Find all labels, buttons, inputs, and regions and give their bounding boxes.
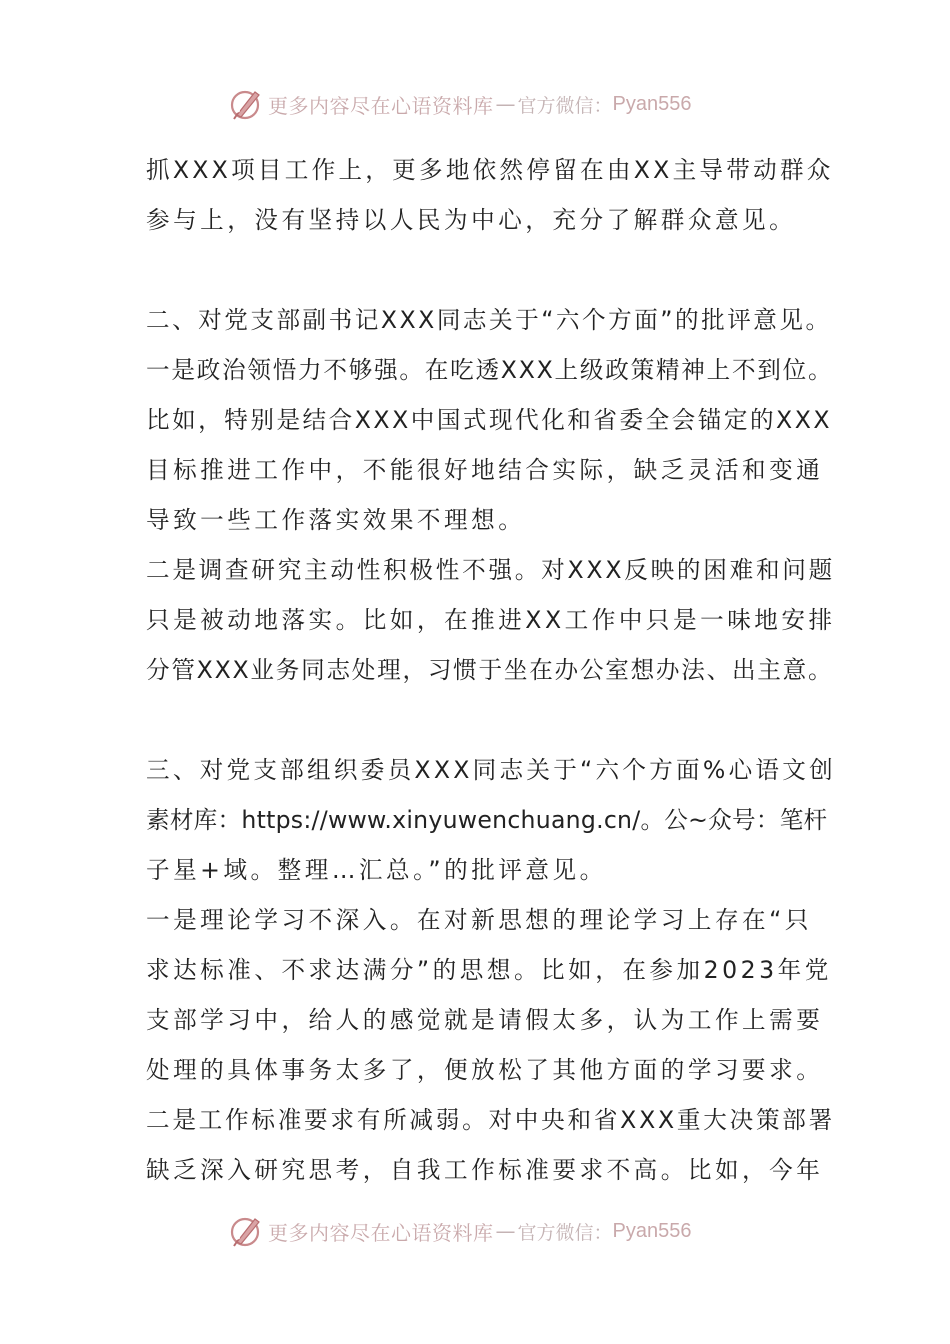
paragraph [146, 545, 836, 695]
text-line: 缺乏深入研究思考，自我工作标准要求不高。比如，今年 [146, 1156, 824, 1184]
text-line: 一是理论学习不深入。在对新思想的理论学习上存在“只 [146, 906, 812, 934]
quill-logo-icon [228, 86, 264, 122]
text-line: 子星+域。整理…汇总。”的批评意见。 [146, 856, 607, 884]
watermark-text: 更多内容尽在心语资料库 [268, 1220, 494, 1245]
section-heading [146, 745, 836, 895]
paragraph-gap [146, 245, 826, 295]
text-line: 二是调查研究主动性积极性不强。对XXX反映的困难和问题 [146, 556, 835, 584]
text-line: 支部学习中，给人的感觉就是请假太多，认为工作上需要 [146, 1006, 824, 1034]
watermark-banner-top [228, 84, 691, 124]
text-line: 参与上，没有坚持以人民为中心，充分了解群众意见。 [146, 206, 797, 234]
section-heading [146, 295, 832, 345]
watermark-dash: — [495, 1219, 516, 1243]
watermark-label: 官方微信： [517, 1221, 613, 1244]
paragraph [146, 895, 832, 1095]
watermark-dash: — [495, 92, 516, 116]
text-line: 导致一些工作落实效果不理想。 [146, 506, 526, 534]
watermark-banner-bottom [228, 1211, 691, 1251]
text-line: 求达标准、不求达满分”的思想。比如，在参加2023年党 [146, 956, 832, 984]
watermark-text: 更多内容尽在心语资料库 [268, 93, 494, 118]
paragraph-gap [146, 695, 826, 745]
text-line: 三、对党支部组织委员XXX同志关于“六个方面%心语文创 [146, 756, 836, 784]
watermark-wechat-id: Pyan556 [612, 92, 692, 115]
text-line: 素材库：https://www.xinyuwenchuang.cn/。公~众号：笔杆 [146, 806, 828, 834]
watermark-wechat-id: Pyan556 [612, 1219, 692, 1242]
text-line: 目标推进工作中，不能很好地结合实际，缺乏灵活和变通 [146, 456, 824, 484]
text-line: 二、对党支部副书记XXX同志关于“六个方面”的批评意见。 [146, 306, 832, 334]
text-line: 处理的具体事务太多了，便放松了其他方面的学习要求。 [146, 1056, 824, 1084]
text-line: 只是被动地落实。比如，在推进XX工作中只是一味地安排 [146, 606, 836, 634]
document-body [146, 145, 836, 1195]
text-line: 抓XXX项目工作上，更多地依然停留在由XX主导带动群众 [146, 156, 834, 184]
watermark-label: 官方微信： [517, 94, 613, 117]
paragraph [146, 345, 834, 545]
paragraph [146, 145, 834, 245]
text-line: 分管XXX业务同志处理，习惯于坐在办公室想办法、出主意。 [146, 656, 834, 684]
text-line: 一是政治领悟力不够强。在吃透XXX上级政策精神上不到位。 [146, 356, 834, 384]
quill-logo-icon [228, 1213, 264, 1249]
text-line: 二是工作标准要求有所减弱。对中央和省XXX重大决策部署 [146, 1106, 835, 1134]
paragraph [146, 1095, 835, 1195]
text-line: 比如，特别是结合XXX中国式现代化和省委全会锚定的XXX [146, 406, 833, 434]
